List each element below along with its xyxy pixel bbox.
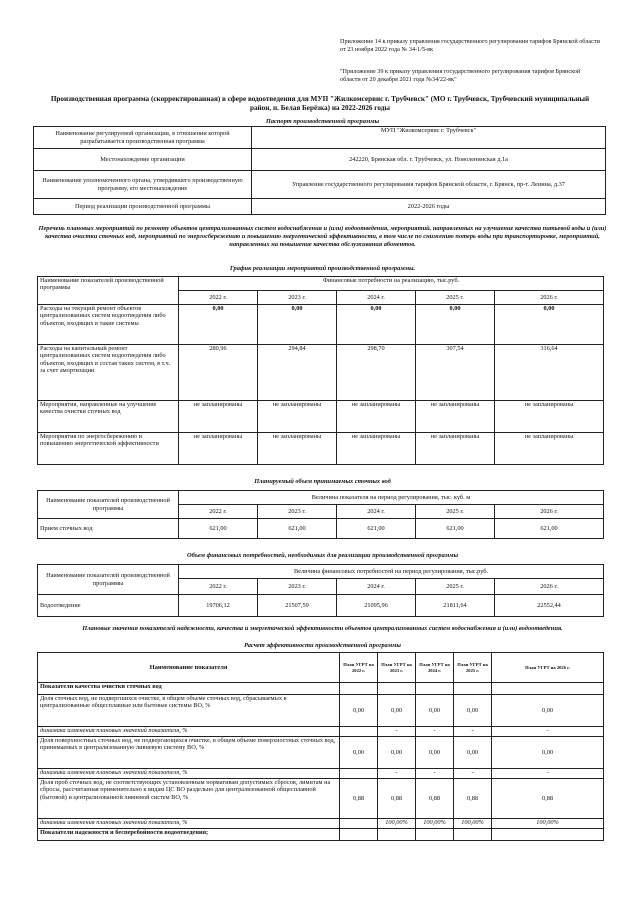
measures-caption: Перечень плановых мероприятий по ремонту объектов централизованных систем водоснабжения и (или) водоотведения, мероприятий, направленных на улучшение качества питьевой воды и (или) качества очистки сточных вод, мероприятий по энергосбережению и повышению энергетической эффективности, в том числе по снижению потерь воды при транспортировке, мероприятий, направленных на повышение качества обслуживания абонентов. <box>38 225 607 248</box>
table-cell: 621,00 <box>179 519 258 539</box>
table-row-label: Доля сточных вод, не подвергшихся очистке, в общем объеме сточных вод, сбрасываемых в централизованные общесплавные или бытовые системы ВО, % <box>38 695 340 727</box>
table-cell: не запланированы <box>258 401 337 433</box>
schedule-table <box>37 276 604 465</box>
volume-col-header: Наименование показателей производственной программы <box>38 491 179 519</box>
table-cell: 22552,44 <box>495 595 604 617</box>
dynamics-row-label: динамика изменения плановых значений показателя, % <box>38 769 340 779</box>
table-cell: 0,00 <box>179 305 258 345</box>
passport-label: Местонахождение организации <box>34 149 252 171</box>
table-cell: 621,00 <box>495 519 604 539</box>
table-cell: 0,00 <box>416 695 454 727</box>
year-header: 2023 г. <box>258 505 337 519</box>
table-cell: 0,00 <box>454 737 492 769</box>
table-cell: 0,00 <box>340 737 378 769</box>
year-header: 2024 г. <box>337 579 416 595</box>
table-cell: 280,96 <box>179 345 258 401</box>
year-header: 2025 г. <box>416 291 495 305</box>
table-cell: 621,00 <box>416 519 495 539</box>
finance-table <box>37 564 604 617</box>
table-cell: не запланированы <box>416 401 495 433</box>
schedule-col-header: Наименование показателей производственной программы <box>38 277 179 305</box>
table-cell: 0,88 <box>492 779 604 819</box>
table-cell: 307,54 <box>416 345 495 401</box>
year-header: 2025 г. <box>416 579 495 595</box>
year-header: 2024 г. <box>337 291 416 305</box>
table-cell: 298,70 <box>337 345 416 401</box>
header-order-reference: Приложение 14 к приказу управления государственного регулирования тарифов Брянской области от 23 ноября 2022 года № 34-1/5-вк <box>340 38 600 53</box>
page-title: Производственная программа (скорректированная) в сфере водоотведения для МУП "Жилкомсервис г. Трубчевск" (МО г. Трубчевск, Трубчевский муниципальный район, п. Белая Берёзка) на 2022-2026 годы <box>50 95 590 112</box>
table-cell <box>340 769 378 779</box>
dynamics-row-label: динамика изменения плановых значений показателя, % <box>38 819 340 829</box>
table-cell: 0,00 <box>492 695 604 727</box>
year-header: План УГРТ на 2026 г. <box>492 653 604 683</box>
year-header: 2024 г. <box>337 505 416 519</box>
table-cell: 0,88 <box>416 779 454 819</box>
table-cell: - <box>454 727 492 737</box>
table-row-label: Мероприятия, направленные на улучшение качества очистки сточных вод <box>38 401 179 433</box>
passport-value: 2022-2026 годы <box>252 199 606 215</box>
year-header: 2022 г. <box>179 579 258 595</box>
table-cell: 100,00% <box>378 819 416 829</box>
table-row-label: Расходы на текущий ремонт объектов централизованных систем водоотведения либо объектов, входящих в такие системы <box>38 305 179 345</box>
year-header: 2025 г. <box>416 505 495 519</box>
table-cell: не запланированы <box>416 433 495 465</box>
year-header: 2022 г. <box>179 291 258 305</box>
passport-label: Наименование уполномоченного органа, утвердившего производственную программу, его местонахождение <box>34 171 252 199</box>
table-cell: 0,00 <box>454 695 492 727</box>
table-row-label: Расходы на капитальный ремонт централизованных систем водоотведения либо объектов, входящих в состав таких систем, в т.ч. за счет амортизации <box>38 345 179 401</box>
table-cell: 100,00% <box>454 819 492 829</box>
efficiency-caption: Расчет эффективности производственной программы <box>244 642 401 649</box>
volume-table <box>37 490 604 539</box>
finance-col-header: Наименование показателей производственной программы <box>38 565 179 595</box>
table-cell: - <box>492 769 604 779</box>
table-cell: не запланированы <box>258 433 337 465</box>
table-cell: 21507,59 <box>258 595 337 617</box>
table-cell: 0,88 <box>378 779 416 819</box>
table-cell: - <box>378 727 416 737</box>
table-cell: 0,88 <box>454 779 492 819</box>
table-cell: не запланированы <box>495 401 604 433</box>
volume-group-header: Величина показателя на период регулирования, тыс. куб. м <box>179 491 604 505</box>
table-cell: 294,84 <box>258 345 337 401</box>
table-row-label: Водоотведение <box>38 595 179 617</box>
passport-label: Наименование регулируемой организации, в отношении которой разрабатывается производственная программа <box>34 127 252 149</box>
schedule-caption: График реализации мероприятий производственной программы. <box>229 265 416 272</box>
section-heading: Показатели качества очистки сточных вод <box>38 683 340 695</box>
reliability-table <box>37 652 604 841</box>
year-header: 2023 г. <box>258 291 337 305</box>
volume-caption: Планируемый объем принимаемых сточных вод <box>254 478 391 485</box>
reliability-caption: Плановые значения показателей надежности, качества и энергетической эффективности объектов централизованных систем водоснабжения и (или) водоотведения. <box>82 625 563 632</box>
table-row-label: Доля проб сточных вод, не соответствующих установленным нормативам допустимых сбросов, лимитам на сбросы, рассчитанная применительно к видам ЦС ВО раздельно для централизованной общесплавной (бытовой) и централизованной ливневой систем ВО, % <box>38 779 340 819</box>
passport-label: Период реализации производственной программы <box>34 199 252 215</box>
passport-caption: Паспорт производственной программы <box>265 118 380 125</box>
table-cell: 0,00 <box>495 305 604 345</box>
year-header: План УГРТ на 2024 г. <box>416 653 454 683</box>
table-cell: - <box>416 727 454 737</box>
passport-value: 242220, Брянская обл. г. Трубчевск, ул. Новоленинская д.1а <box>252 149 606 171</box>
table-cell: 0,00 <box>337 305 416 345</box>
year-header: 2022 г. <box>179 505 258 519</box>
schedule-group-header: Финансовые потребности на реализацию, тыс.руб. <box>179 277 604 291</box>
passport-value: МУП "Жилкомсервис г. Трубчевск" <box>252 127 606 149</box>
table-cell: не запланированы <box>337 401 416 433</box>
year-header: 2026 г. <box>495 579 604 595</box>
table-row-label: Прием сточных вод <box>38 519 179 539</box>
table-cell: 0,00 <box>258 305 337 345</box>
table-row-label: Мероприятия по энергосбережению и повышению энергетической эффективности <box>38 433 179 465</box>
table-cell: 100,00% <box>416 819 454 829</box>
table-row-label: Доля поверхностных сточных вод, не подвергающихся очистке, в общем объеме поверхностных сточных вод, принимаемых в централизованную ливневую систему ВО, % <box>38 737 340 769</box>
table-cell: 100,00% <box>492 819 604 829</box>
table-cell: не запланированы <box>179 433 258 465</box>
passport-table <box>33 126 606 215</box>
table-cell: 0,00 <box>416 305 495 345</box>
year-header: План УГРТ на 2023 г. <box>378 653 416 683</box>
finance-group-header: Величина финансовых потребностей на период регулирования, тыс.руб. <box>179 565 604 579</box>
header-appendix-reference: "Приложение 39 к приказу управления государственного регулирования тарифов Брянской области от 20 декабря 2021 года №34/22-вк" <box>340 68 581 83</box>
table-cell: 0,00 <box>378 695 416 727</box>
table-cell <box>340 819 378 829</box>
year-header: 2026 г. <box>495 291 604 305</box>
table-cell: 0,88 <box>340 779 378 819</box>
finance-caption: Объем финансовых потребностей, необходимых для реализации производственной программы <box>186 552 459 559</box>
table-cell: 0,00 <box>340 695 378 727</box>
table-cell: 21095,96 <box>337 595 416 617</box>
passport-value: Управление государственного регулирования тарифов Брянской области, г. Брянск, пр-т. Ленина, д.37 <box>252 171 606 199</box>
section-heading: Показатели надежности и бесперебойности водоотведения; <box>38 829 340 841</box>
table-cell: не запланированы <box>337 433 416 465</box>
table-cell: не запланированы <box>179 401 258 433</box>
year-header: 2026 г. <box>495 505 604 519</box>
year-header: План УГРТ на 2022 г. <box>340 653 378 683</box>
table-cell: 21811,64 <box>416 595 495 617</box>
dynamics-row-label: динамика изменения плановых значений показателя, % <box>38 727 340 737</box>
year-header: План УГРТ на 2025 г. <box>454 653 492 683</box>
table-cell <box>340 727 378 737</box>
table-cell: 0,00 <box>492 737 604 769</box>
table-cell: 621,00 <box>258 519 337 539</box>
table-cell: - <box>378 769 416 779</box>
year-header: 2023 г. <box>258 579 337 595</box>
table-cell: - <box>416 769 454 779</box>
table-cell: 19706,12 <box>179 595 258 617</box>
table-cell: - <box>454 769 492 779</box>
table-cell: 0,00 <box>378 737 416 769</box>
table-cell: 621,00 <box>337 519 416 539</box>
table-cell: - <box>492 727 604 737</box>
table-cell: 0,00 <box>416 737 454 769</box>
table-cell: 316,64 <box>495 345 604 401</box>
table-cell: не запланированы <box>495 433 604 465</box>
reliability-col-header: Наименование показателя <box>38 653 340 683</box>
